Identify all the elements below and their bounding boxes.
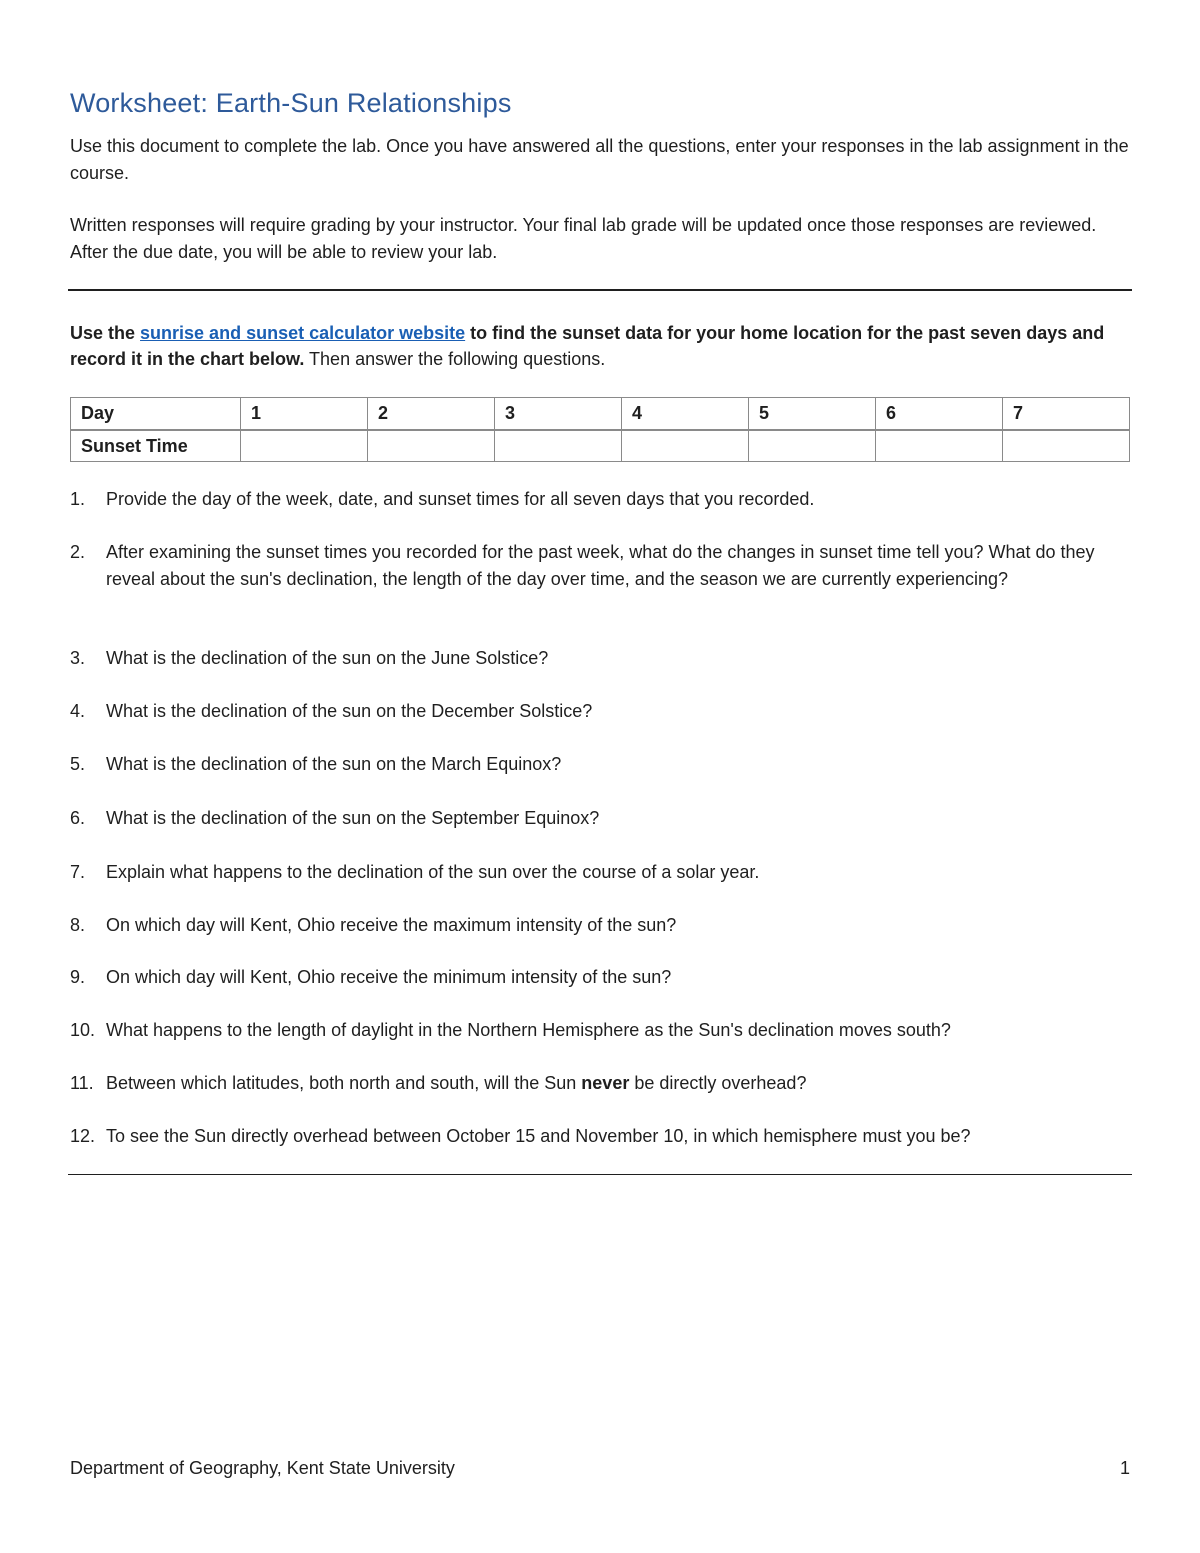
question-1 [70,486,1132,513]
intro-paragraph-1: Use this document to complete the lab. Once you have answered all the questions, enter your responses in the lab assignment in the course. [70,136,1129,183]
question-11 [70,1070,1132,1097]
table-row-label: Sunset Time [71,430,241,462]
question-number: 7. [70,862,86,882]
section-divider-top [68,289,1132,291]
question-text-before: Between which latitudes, both north and south, will the Sun [106,1073,582,1093]
question-text [106,1070,1132,1097]
intro-paragraph-2: Written responses will require grading by your instructor. Your final lab grade will be updated once those responses are reviewed. After the due date, you will be able to review your lab. [70,215,1097,262]
instruction-paragraph [70,320,1110,372]
section-divider-bottom [68,1174,1132,1175]
question-text: To see the Sun directly overhead between October 15 and November 10, in which hemisphere must you be? [106,1126,971,1146]
question-number: 1. [70,489,86,509]
table-header-day-5: 5 [749,398,876,431]
sunset-cell-day-3[interactable] [495,430,622,462]
question-number: 2. [70,542,86,562]
question-6 [70,805,1132,832]
table-row-sunset-time [71,430,1130,462]
instruction-bold-prefix: Use the [70,323,141,343]
table-header-row [71,398,1130,431]
question-number: 5. [70,754,86,774]
question-text: After examining the sunset times you recorded for the past week, what do the changes in sunset time tell you? What do they reveal about the sun's declination, the length of the day over time, and the season we are currently experiencing? [106,542,1095,589]
sunrise-sunset-calculator-link[interactable]: sunrise and sunset calculator website [140,323,466,343]
table-header-day-6: 6 [876,398,1003,431]
footer-page-number: 1 [1120,1458,1131,1478]
sunset-cell-day-6[interactable] [876,430,1003,462]
table-header-day-7: 7 [1003,398,1130,431]
question-text: Explain what happens to the declination of the sun over the course of a solar year. [106,862,760,882]
question-3 [70,645,1132,672]
question-number: 6. [70,808,86,828]
table-header-day-1: 1 [241,398,368,431]
question-number: 3. [70,648,86,668]
question-number: 11. [70,1073,94,1093]
question-text: On which day will Kent, Ohio receive the maximum intensity of the sun? [106,915,677,935]
question-7 [70,859,1132,886]
question-text: What is the declination of the sun on the June Solstice? [106,648,549,668]
question-number: 8. [70,915,86,935]
question-number: 9. [70,967,86,987]
question-9 [70,964,1132,991]
instruction-normal-suffix: Then answer the following questions. [304,349,606,369]
table-header-day-label: Day [71,398,241,431]
question-5 [70,751,1132,778]
instruction-bold-suffix: to find the sunset data for your home location for the past seven days and record it in the chart below. [70,323,1105,369]
question-12 [70,1123,1132,1150]
page-title: Worksheet: Earth-Sun Relationships [70,88,512,118]
sunset-cell-day-5[interactable] [749,430,876,462]
sunset-cell-day-1[interactable] [241,430,368,462]
question-text-emphasis: never [581,1073,630,1093]
sunset-time-table [70,397,1130,462]
question-4 [70,698,1132,725]
question-text: On which day will Kent, Ohio receive the minimum intensity of the sun? [106,967,672,987]
question-8 [70,912,1132,939]
table-header-day-4: 4 [622,398,749,431]
footer-department: Department of Geography, Kent State University [70,1458,455,1478]
question-number: 4. [70,701,86,721]
table-header-day-2: 2 [368,398,495,431]
question-text: What is the declination of the sun on the March Equinox? [106,754,562,774]
question-text-after: be directly overhead? [629,1073,807,1093]
table-header-day-3: 3 [495,398,622,431]
question-text: Provide the day of the week, date, and sunset times for all seven days that you recorded. [106,489,815,509]
sunset-cell-day-2[interactable] [368,430,495,462]
sunset-cell-day-4[interactable] [622,430,749,462]
question-number: 12. [70,1126,96,1146]
question-10 [70,1017,1132,1044]
question-text: What is the declination of the sun on the September Equinox? [106,808,600,828]
sunset-cell-day-7[interactable] [1003,430,1130,462]
question-text: What happens to the length of daylight in the Northern Hemisphere as the Sun's declination moves south? [106,1020,951,1040]
question-number: 10. [70,1020,96,1040]
question-text: What is the declination of the sun on the December Solstice? [106,701,593,721]
question-2 [70,539,1132,592]
